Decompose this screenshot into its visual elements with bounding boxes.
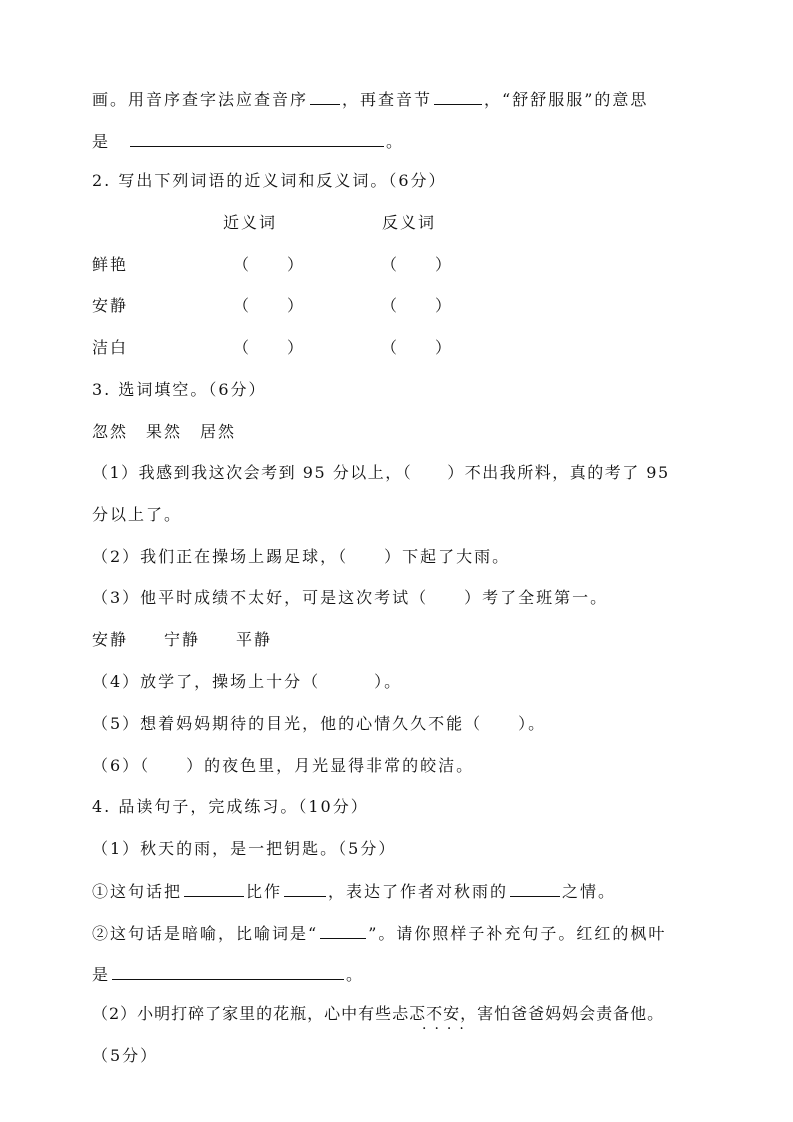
q4-text: ”。请你照样子补充句子。红红的枫叶 — [368, 924, 667, 943]
q2-antonym-blank[interactable]: （ ） — [381, 338, 454, 357]
q3-sentence-2: （2）我们正在操场上踢足球，（ ）下起了大雨。 — [92, 547, 511, 566]
q4-blank-metaphor-word[interactable] — [320, 922, 366, 939]
q2-synonym-blank[interactable]: （ ） — [233, 296, 306, 315]
q1-text-d: 是 — [92, 132, 111, 151]
q2-synonym-blank[interactable]: （ ） — [233, 255, 306, 274]
q4-sub-2-points: （5分） — [92, 1046, 159, 1065]
q1-blank-meaning[interactable] — [130, 130, 384, 147]
emphasis-dots: ···· — [422, 1021, 472, 1037]
q4-text: 是 — [92, 965, 111, 984]
q4-text: ②这句话是暗喻，比喻词是“ — [92, 924, 319, 943]
q3-sentence-4: （4）放学了，操场上十分（ ）。 — [92, 672, 403, 691]
q1-blank-letter[interactable] — [310, 88, 340, 105]
q2-antonym-blank[interactable]: （ ） — [381, 255, 454, 274]
q4-line-2 — [92, 922, 733, 944]
q4-blank[interactable] — [510, 880, 560, 897]
q4-text: 。 — [346, 965, 365, 984]
q2-word: 洁白 — [92, 338, 129, 357]
q1-text-e: 。 — [386, 132, 405, 151]
q2-word: 鲜艳 — [92, 255, 129, 274]
q1-text-a: 画。用音序查字法应查音序 — [92, 90, 309, 109]
q1-text-b: ，再查音节 — [342, 90, 433, 109]
q3-sentence-5: （5）想着妈妈期待的目光，他的心情久久不能（ ）。 — [92, 714, 547, 733]
q4-line-3 — [92, 963, 733, 985]
q3-title: 3. 选词填空。（6分） — [92, 380, 267, 399]
q4-title: 4. 品读句子，完成练习。（10分） — [92, 797, 369, 816]
q4-blank-sentence[interactable] — [112, 963, 344, 980]
q4-blank[interactable] — [184, 880, 244, 897]
q1-text-c: ，“舒舒服服”的意思 — [484, 90, 649, 109]
q3-sentence-6: （6）（ ）的夜色里，月光显得非常的皎洁。 — [92, 756, 475, 775]
q4-text: 之情。 — [562, 882, 617, 901]
q2-antonym-blank[interactable]: （ ） — [381, 296, 454, 315]
q2-header-antonym: 反义词 — [382, 213, 437, 232]
q4-sub-2: （2）小明打碎了家里的花瓶，心中有些忐忑不安，害怕爸爸妈妈会责备他。 — [92, 1004, 665, 1023]
q4-text: ①这句话把 — [92, 882, 183, 901]
q4-sub-1: （1）秋天的雨，是一把钥匙。（5分） — [92, 839, 397, 858]
q3-word-bank-2: 安静 宁静 平静 — [92, 630, 273, 649]
q2-word: 安静 — [92, 296, 129, 315]
q3-sentence-1a: （1）我感到我这次会考到 95 分以上，（ ）不出我所料，真的考了 95 — [92, 463, 670, 482]
q2-synonym-blank[interactable]: （ ） — [233, 338, 306, 357]
q2-header-synonym: 近义词 — [223, 213, 278, 232]
q3-sentence-1b: 分以上了。 — [92, 505, 183, 524]
q1-line-1 — [92, 88, 733, 110]
q4-text: ，表达了作者对秋雨的 — [328, 882, 509, 901]
q3-sentence-3: （3）他平时成绩不太好，可是这次考试（ ）考了全班第一。 — [92, 588, 609, 607]
q1-line-2 — [92, 130, 733, 152]
q1-blank-syllable[interactable] — [434, 88, 482, 105]
q4-line-1 — [92, 880, 733, 902]
q4-blank[interactable] — [284, 880, 326, 897]
q4-text: 比作 — [246, 882, 283, 901]
q3-word-bank-1: 忽然 果然 居然 — [92, 422, 237, 441]
q2-title: 2. 写出下列词语的近义词和反义词。（6分） — [92, 171, 447, 190]
